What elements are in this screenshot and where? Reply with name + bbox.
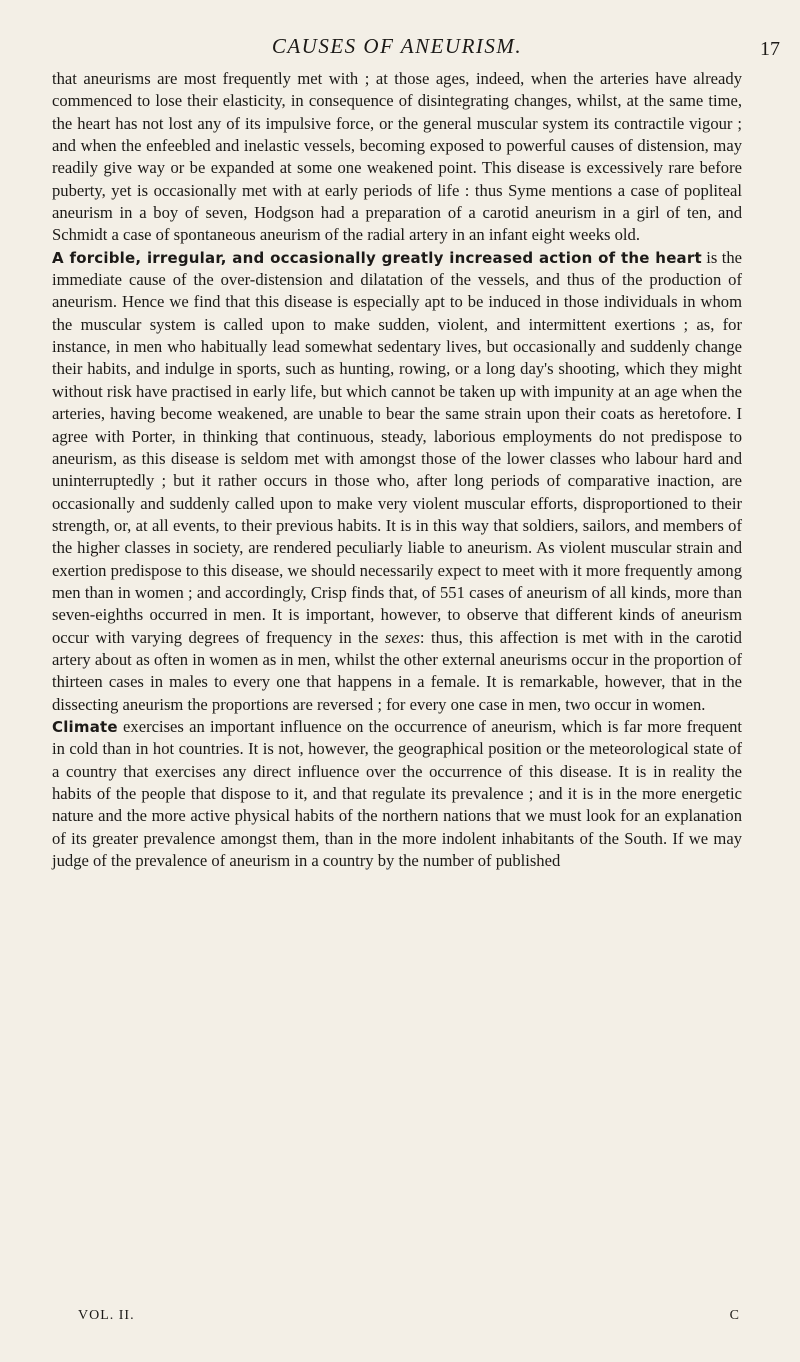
heart-action-text-a: is the immediate cause of the over-distension and dilatation of the vessels, and thus of the production of aneurism. Hence we find that this disease is especially apt to be induced in those individuals in whom the muscular system is called upon to make sudden, violent, and intermittent exertions ; as, for instance, in men who habitually lead somewhat sedentary lives, but occasionally and suddenly change their habits, and indulge in sports, such as hunting, rowing, or a long day's shooting, which they might without risk have practised in early life, but which cannot be taken up with impunity at an age when the arteries, having become weakened, are unable to bear the same strain upon their coats as heretofore. I agree with Porter, in thinking that continuous, steady, laborious employments do not predispose to aneurism, as this disease is seldom met with amongst those of the lower classes who labour hard and uninterruptedly ; but it rather occurs in those who, after long periods of comparative inaction, are occasionally and suddenly called upon to make very violent muscular efforts, disproportioned to their strength, or, at all events, to their previous habits. It is in this way that soldiers, sailors, and members of the higher classes in society, are rendered peculiarly liable to aneurism. As violent muscular strain and exertion predispose to this disease, we should necessarily expect to meet with it more frequently among men than in women ; and accordingly, Crisp finds that, of 551 cases of aneurism of all kinds, more than seven-eighths occurred in men. It is important, however, to observe that different kinds of aneurism occur with varying degrees of frequency in the bbox=[52, 247, 742, 647]
climate-text: exercises an important influence on the occurrence of aneurism, which is far more frequent in cold than in hot countries. It is not, however, the geographical position or the meteorological state of a country that exercises any direct influence over the occurrence of this disease. It is in reality the habits of the people that dispose to it, and that regulate its prevalence ; and it is in the more energetic nature and the more active physical habits of the northern nations that we must look for an explanation of its greater prevalence amongst them, than in the more indolent inhabitants of the South. If we may judge of the prevalence of aneurism in a country by the number of published bbox=[52, 716, 742, 871]
climate-heading: Climate bbox=[52, 717, 118, 736]
paragraph-heart-action bbox=[52, 247, 742, 716]
signature-mark: C bbox=[729, 1308, 740, 1323]
sexes-italic: sexes bbox=[384, 627, 420, 647]
page-footer bbox=[52, 1308, 742, 1328]
page-number: 17 bbox=[760, 38, 780, 60]
heart-action-heading: A forcible, irregular, and occasionally greatly increased action of the heart bbox=[52, 248, 702, 267]
heart-action-text-b: : thus, this affection is met with in the carotid artery about as often in women as in men, whilst the other external aneurisms occur in the proportion of thirteen cases in males to every one that happens in a female. It is remarkable, however, that in the dissecting aneurism the proportions are reversed ; for every one case in men, two occur in women. bbox=[52, 627, 742, 714]
paragraph-age bbox=[52, 68, 742, 247]
body-text bbox=[52, 68, 742, 872]
paragraph-climate bbox=[52, 716, 742, 872]
paragraph-age-text: that aneurisms are most frequently met with ; at those ages, indeed, when the arteries have already commenced to lose their elasticity, in consequence of disintegrating changes, whilst, at the same time, the heart has not lost any of its impulsive force, or the general muscular system its contractile vigour ; and when the enfeebled and inelastic vessels, becoming exposed to powerful causes of distension, may readily give way or be expanded at some one weakened point. This disease is excessively rare before puberty, yet is occasionally met with at early periods of life : thus Syme mentions a case of popliteal aneurism in a boy of seven, Hodgson had a preparation of a carotid aneurism in a girl of ten, and Schmidt a case of spontaneous aneurism of the radial artery in an infant eight weeks old. bbox=[52, 69, 742, 245]
page-header bbox=[52, 32, 780, 62]
running-title: CAUSES OF ANEURISM. bbox=[271, 34, 523, 58]
volume-label: VOL. II. bbox=[78, 1308, 135, 1323]
